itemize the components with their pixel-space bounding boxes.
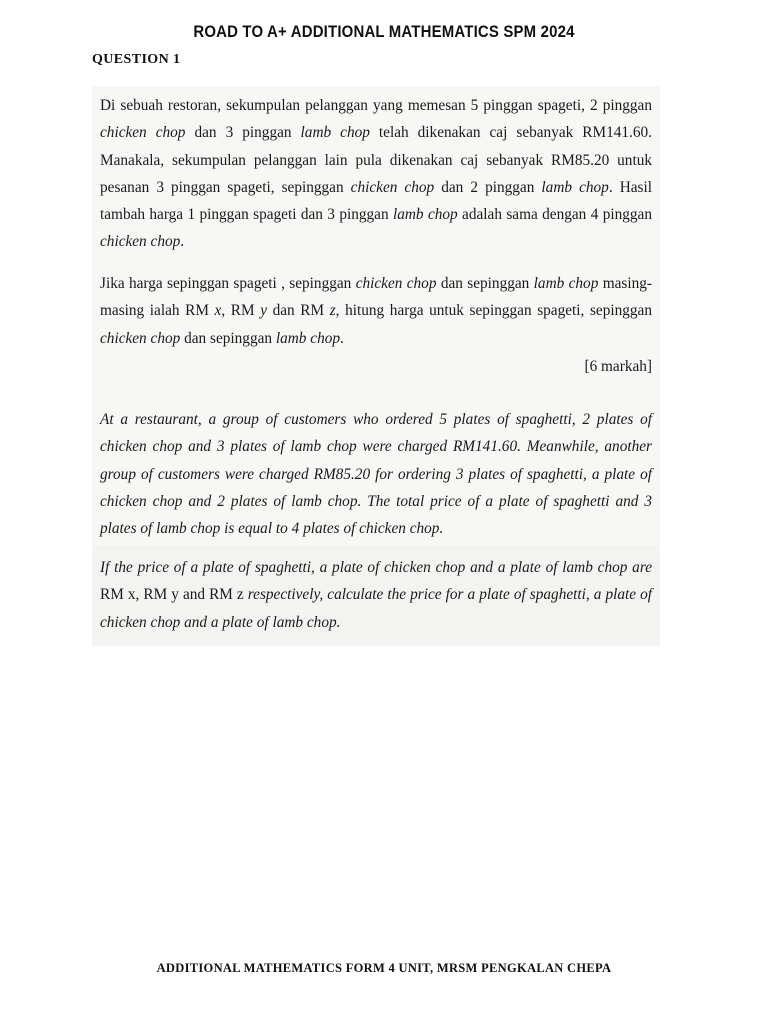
english-paragraph-1: At a restaurant, a group of customers who ordered 5 plates of spaghetti, 2 plates of chicken chop and 3 plates of lamb chop were charged RM141.60. Meanwhile, another group of customers were charged RM85.20 for ordering 3 plates of spaghetti, a plate of chicken chop and 2 plates of lamb chop. The total price of a plate of spaghetti and 3 plates of lamb chop is equal to 4 plates of chicken chop. [100,411,652,538]
page-footer: ADDITIONAL MATHEMATICS FORM 4 UNIT, MRSM PENGKALAN CHEPA [156,961,612,975]
english-paragraph-2: If the price of a plate of spaghetti, a plate of chicken chop and a plate of lamb chop are RM x, RM y and RM z respectively, calculate the price for a plate of spaghetti, a plate of chicken chop and a plate of lamb chop. [100,559,652,631]
malay-paragraph-1: Di sebuah restoran, sekumpulan pelanggan yang memesan 5 pinggan spageti, 2 pinggan chicken chop dan 3 pinggan lamb chop telah dikenakan caj sebanyak RM141.60. Manakala, sekumpulan pelanggan lain pula dikenakan caj sebanyak RM85.20 untuk pesanan 3 pinggan spageti, sepinggan chicken chop dan 2 pinggan lamb chop. Hasil tambah harga 1 pinggan spageti dan 3 pinggan lamb chop adalah sama dengan 4 pinggan chicken chop. [100,97,652,251]
page-title: ROAD TO A+ ADDITIONAL MATHEMATICS SPM 2024 [193,22,575,41]
marks-label: [6 markah] [584,358,652,375]
question-scan [92,86,660,646]
question-label: QUESTION 1 [92,52,181,67]
malay-paragraph-2: Jika harga sepinggan spageti , sepinggan chicken chop dan sepinggan lamb chop masing-masing ialah RM x, RM y dan RM z, hitung harga untuk sepinggan spageti, sepinggan chicken chop dan sepinggan lamb chop. [100,275,652,347]
